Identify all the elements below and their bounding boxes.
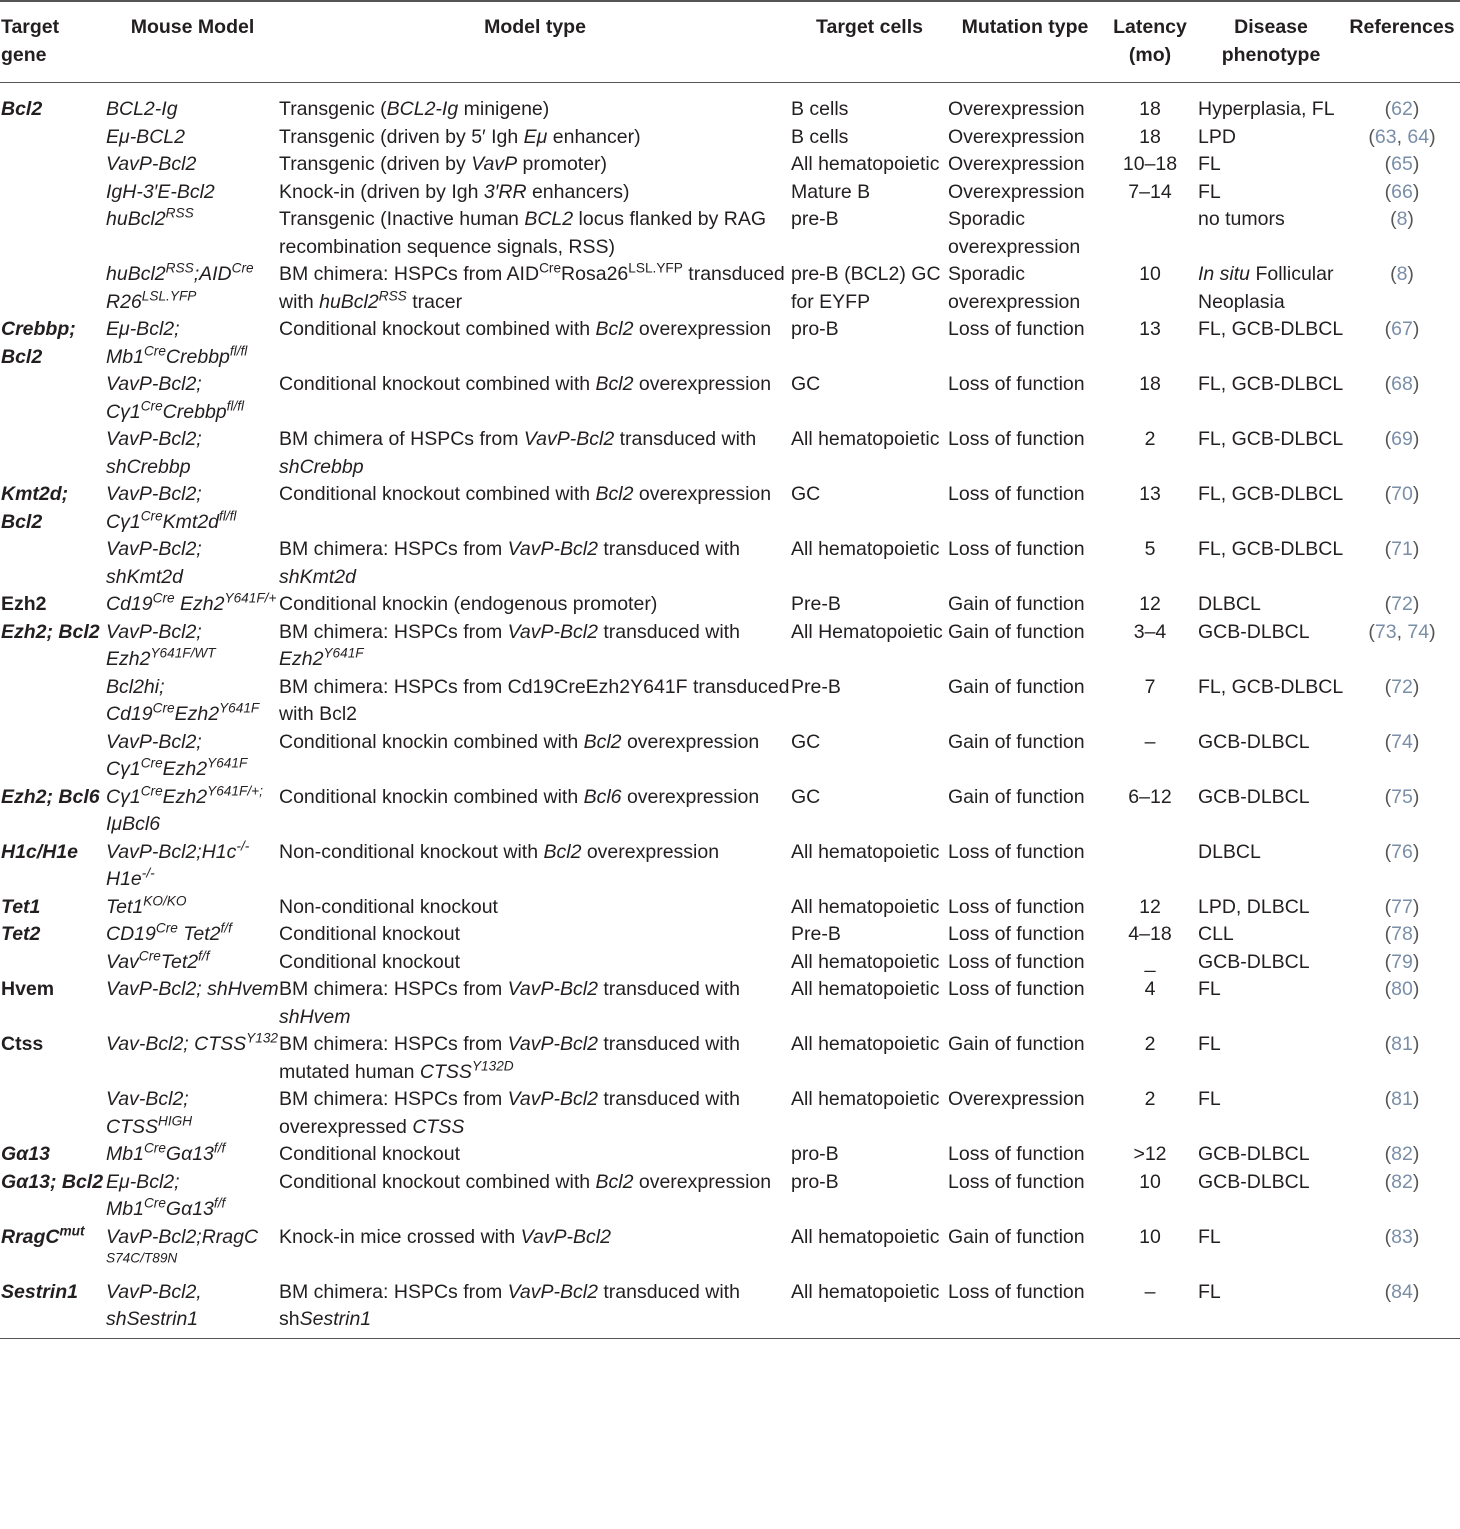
- header-mouse-model: Mouse Model: [130, 16, 255, 38]
- cell-target-cells: All hematopoietic: [791, 1033, 940, 1055]
- cell-mutation-type: Sporadic overexpression: [948, 208, 1081, 258]
- header-disease-phenotype: Disease phenotype: [1221, 16, 1321, 66]
- cell-target-gene: [0, 949, 106, 977]
- cell-latency: 4–18: [1128, 923, 1172, 945]
- header-target-cells: Target cells: [816, 16, 923, 38]
- cell-mutation-type: Loss of function: [948, 923, 1085, 945]
- cell-mutation-type: Gain of function: [948, 675, 1085, 698]
- cell-mouse-model: VavP-Bcl2, shSestrin1: [106, 1280, 202, 1330]
- cell-target-cells: pre-B (BCL2) GC for EYFP: [791, 263, 941, 313]
- header-target-gene: Target gene: [1, 16, 60, 66]
- cell-target-cells: All hematopoietic: [791, 840, 940, 863]
- cell-mouse-model: Vav-Bcl2; $CTSS^{HIGH}$: [106, 1088, 193, 1138]
- cell-references: (78): [1384, 923, 1420, 945]
- cell-target-gene: Bcl2: [1, 98, 43, 120]
- cell-references: (75): [1384, 785, 1420, 808]
- cell-mutation-type: Gain of function: [948, 785, 1085, 808]
- cell-disease-phenotype: LPD, DLBCL: [1198, 895, 1310, 918]
- cell-target-gene: Ctss: [1, 1033, 44, 1055]
- cell-references: (81): [1384, 1088, 1420, 1110]
- cell-target-gene: [0, 261, 106, 316]
- cell-mutation-type: Loss of function: [948, 1170, 1085, 1193]
- header-references: References: [1349, 16, 1455, 38]
- cell-latency: 13: [1139, 318, 1161, 340]
- table-row: [0, 83, 1460, 124]
- cell-mouse-model: Eμ-Bcl2; $Mb1^{Cre}G\alpha 13^{f/f}$: [106, 1170, 226, 1220]
- cell-disease-phenotype: FL: [1198, 1280, 1221, 1303]
- cell-disease-phenotype: GCB-DLBCL: [1198, 1143, 1310, 1165]
- cell-mutation-type: Loss of function: [948, 483, 1085, 505]
- cell-mouse-model: IgH-3′E-Bcl2: [106, 180, 215, 203]
- cell-latency: –: [1144, 1280, 1156, 1303]
- table-row: [0, 316, 1460, 371]
- cell-model-type: Conditional knockout combined with Bcl2 overexpression: [279, 483, 772, 505]
- cell-target-gene: [0, 151, 106, 179]
- cell-target-gene: [0, 674, 106, 729]
- cell-latency: 3–4: [1133, 620, 1167, 643]
- cell-references: (66): [1384, 180, 1420, 203]
- cell-references: (72): [1384, 675, 1420, 698]
- cell-mutation-type: Overexpression: [948, 180, 1085, 203]
- cell-references: (80): [1384, 978, 1420, 1000]
- cell-disease-phenotype: GCB-DLBCL: [1198, 620, 1310, 643]
- table-row: [0, 206, 1460, 261]
- cell-mouse-model: $Tet1^{KO/KO}$: [106, 893, 187, 918]
- cell-mouse-model: $Vav^{Cre}Tet2^{f/f}$: [106, 948, 210, 973]
- cell-references: (72): [1384, 593, 1420, 615]
- table-row: [0, 481, 1460, 536]
- cell-mouse-model: Eμ-Bcl2; $Mb1^{Cre}Crebbp^{fl/fl}$: [106, 318, 248, 368]
- cell-model-type: Transgenic (BCL2-Ig minigene): [279, 98, 550, 120]
- cell-disease-phenotype: FL, GCB-DLBCL: [1198, 373, 1344, 395]
- cell-model-type: Conditional knockin combined with Bcl2 overexpression: [279, 730, 760, 753]
- cell-mouse-model: VavP-Bcl2; shCrebbp: [106, 428, 202, 478]
- cell-mouse-model: VavP-Bcl2: [106, 153, 197, 175]
- cell-references: (74): [1384, 730, 1420, 753]
- cell-references: (71): [1384, 538, 1420, 560]
- cell-target-cells: All hematopoietic: [791, 978, 940, 1000]
- cell-latency: [1102, 839, 1198, 894]
- table-row: [0, 1141, 1460, 1169]
- cell-mutation-type: Overexpression: [948, 1088, 1085, 1110]
- cell-target-gene: [0, 1086, 106, 1141]
- cell-mouse-model: VavP-Bcl2;H1c-/- H1e-/-: [106, 838, 250, 890]
- table-body: [0, 83, 1460, 1339]
- cell-latency: 10: [1139, 1225, 1161, 1248]
- cell-model-type: Transgenic (driven by 5′ Igh Eμ enhancer): [279, 125, 641, 148]
- cell-mutation-type: Gain of function: [948, 620, 1085, 643]
- cell-references: (68): [1384, 373, 1420, 395]
- cell-disease-phenotype: FL, GCB-DLBCL: [1198, 675, 1344, 698]
- cell-disease-phenotype: FL: [1198, 978, 1221, 1000]
- table-row: [0, 591, 1460, 619]
- cell-model-type: BM chimera: HSPCs from VavP-Bcl2 transduced with overexpressed CTSS: [279, 1088, 740, 1138]
- cell-mutation-type: Loss of function: [948, 840, 1085, 863]
- cell-target-gene: [0, 179, 106, 207]
- cell-model-type: Knock-in (driven by Igh 3′RR enhancers): [279, 180, 630, 203]
- cell-references: (79): [1384, 950, 1420, 973]
- cell-mutation-type: Gain of function: [948, 1033, 1085, 1055]
- header-model-type: Model type: [484, 16, 586, 38]
- cell-mouse-model: BCL2-Ig: [106, 98, 178, 120]
- cell-mutation-type: Gain of function: [948, 593, 1085, 615]
- cell-disease-phenotype: FL, GCB-DLBCL: [1198, 318, 1344, 340]
- cell-mutation-type: Loss of function: [948, 950, 1085, 973]
- cell-latency: –: [1144, 730, 1156, 753]
- cell-references: (83): [1384, 1225, 1420, 1248]
- cell-disease-phenotype: DLBCL: [1198, 840, 1261, 863]
- table-row: [0, 1169, 1460, 1224]
- cell-latency: 7–14: [1128, 180, 1172, 203]
- cell-model-type: Conditional knockout combined with Bcl2 overexpression: [279, 1170, 772, 1193]
- cell-model-type: Conditional knockout: [279, 923, 461, 945]
- cell-target-cells: GC: [791, 730, 821, 753]
- cell-target-cells: GC: [791, 373, 821, 395]
- cell-disease-phenotype: GCB-DLBCL: [1198, 730, 1310, 753]
- cell-mutation-type: Loss of function: [948, 538, 1085, 560]
- cell-latency: >12: [1133, 1143, 1167, 1165]
- cell-references: (63, 64): [1368, 125, 1436, 148]
- table-header: [0, 1, 1460, 83]
- header-row: [0, 1, 1460, 83]
- cell-target-gene: Ezh2: [1, 593, 47, 615]
- cell-mouse-model: VavP-Bcl2; shHvem: [106, 978, 279, 1000]
- cell-disease-phenotype: CLL: [1198, 923, 1234, 945]
- table-row: [0, 371, 1460, 426]
- cell-target-gene: Tet1: [1, 895, 41, 918]
- cell-target-gene: [0, 729, 106, 784]
- cell-mutation-type: Sporadic overexpression: [948, 263, 1081, 313]
- cell-references: (81): [1384, 1033, 1420, 1055]
- cell-disease-phenotype: FL, GCB-DLBCL: [1198, 428, 1344, 450]
- cell-target-gene: [0, 426, 106, 481]
- cell-latency: 18: [1139, 125, 1161, 148]
- bottom-rule-cell: [0, 1338, 1460, 1339]
- cell-latency: 10: [1139, 1170, 1161, 1193]
- cell-target-gene: [0, 206, 106, 261]
- cell-latency: 4: [1144, 978, 1156, 1000]
- cell-model-type: BM chimera: HSPCs from Cd19CreEzh2Y641F transduced with Bcl2: [279, 675, 790, 725]
- cell-mouse-model: $Mb1^{Cre}G\alpha 13^{f/f}$: [106, 1140, 226, 1165]
- cell-model-type: Transgenic (driven by VavP promoter): [279, 153, 608, 175]
- cell-target-cells: Pre-B: [791, 675, 841, 698]
- cell-target-cells: All hematopoietic: [791, 1088, 940, 1110]
- cell-model-type: BM chimera: HSPCs from VavP-Bcl2 transduced with $Ezh2^{Y641F}$: [279, 620, 740, 670]
- cell-target-gene: Crebbp; Bcl2: [1, 318, 76, 368]
- table-row: [0, 536, 1460, 591]
- cell-mutation-type: Gain of function: [948, 730, 1085, 753]
- cell-references: (8): [1390, 208, 1414, 230]
- cell-latency: 18: [1139, 373, 1161, 395]
- cell-mouse-model: $huBcl2^{RSS};AID^{Cre}$ $R26^{LSL.YFP}$: [106, 260, 254, 313]
- cell-references: (82): [1384, 1143, 1420, 1165]
- bottom-rule: [0, 1338, 1460, 1339]
- cell-references: (70): [1384, 483, 1420, 505]
- cell-mouse-model: VavP-Bcl2; $C\gamma 1^{Cre}Ezh2^{Y641F}$: [106, 730, 248, 780]
- table-footer-rule: [0, 1338, 1460, 1339]
- cell-target-cells: All hematopoietic: [791, 950, 940, 973]
- cell-latency: 2: [1144, 1088, 1156, 1110]
- cell-disease-phenotype: GCB-DLBCL: [1198, 950, 1310, 973]
- cell-mutation-type: Overexpression: [948, 153, 1085, 175]
- cell-target-gene: Sestrin1: [1, 1280, 78, 1303]
- cell-model-type: Knock-in mice crossed with VavP-Bcl2: [279, 1225, 611, 1248]
- cell-target-cells: pre-B: [791, 208, 839, 230]
- table-row: [0, 976, 1460, 1031]
- cell-target-cells: GC: [791, 785, 821, 808]
- table-row: [0, 426, 1460, 481]
- cell-target-cells: All hematopoietic: [791, 1225, 940, 1248]
- table-row: [0, 261, 1460, 316]
- cell-mouse-model: VavP-Bcl2; $C\gamma 1^{Cre}Crebbp^{fl/fl}$: [106, 373, 245, 423]
- cell-latency: 13: [1139, 483, 1161, 505]
- cell-mutation-type: Loss of function: [948, 428, 1085, 450]
- table-row: [0, 151, 1460, 179]
- cell-disease-phenotype: In situ Follicular Neoplasia: [1198, 263, 1334, 313]
- table-row: [0, 921, 1460, 949]
- cell-target-gene: Ezh2; Bcl6: [1, 785, 100, 808]
- table-row: [0, 784, 1460, 839]
- cell-model-type: BM chimera: HSPCs from VavP-Bcl2 transduced with shKmt2d: [279, 538, 740, 588]
- cell-target-gene: Kmt2d; Bcl2: [1, 483, 69, 533]
- cell-disease-phenotype: FL: [1198, 1033, 1221, 1055]
- cell-target-cells: All Hematopoietic: [791, 620, 943, 643]
- cell-mouse-model: Eμ-BCL2: [106, 125, 185, 148]
- cell-latency: 18: [1139, 98, 1161, 120]
- cell-disease-phenotype: GCB-DLBCL: [1198, 785, 1310, 808]
- table-row: [0, 1279, 1460, 1339]
- cell-latency: 10: [1139, 263, 1161, 285]
- table-row: [0, 839, 1460, 894]
- cell-latency: 2: [1144, 1033, 1156, 1055]
- cell-latency: [1102, 206, 1198, 261]
- cell-mouse-model: $Cd19^{Cre}$ $Ezh2^{Y641F/+}$: [106, 590, 277, 615]
- cell-disease-phenotype: FL, GCB-DLBCL: [1198, 538, 1344, 560]
- cell-target-gene: [0, 536, 106, 591]
- table-row: [0, 674, 1460, 729]
- cell-mutation-type: Loss of function: [948, 978, 1085, 1000]
- cell-model-type: BM chimera: HSPCs from VavP-Bcl2 transduced with shSestrin1: [279, 1280, 740, 1330]
- cell-latency: 10–18: [1122, 153, 1178, 175]
- cell-references: (76): [1384, 840, 1420, 863]
- cell-model-type: Conditional knockin combined with Bcl6 overexpression: [279, 785, 760, 808]
- cell-mutation-type: Loss of function: [948, 1143, 1085, 1165]
- cell-model-type: BM chimera: HSPCs from VavP-Bcl2 transduced with shHvem: [279, 978, 740, 1028]
- cell-model-type: BM chimera: HSPCs from VavP-Bcl2 transduced with mutated human $CTSS^{Y132D}$: [279, 1033, 740, 1083]
- table-row: [0, 124, 1460, 152]
- cell-mutation-type: Loss of function: [948, 373, 1085, 395]
- cell-mutation-type: Loss of function: [948, 895, 1085, 918]
- cell-mutation-type: Overexpression: [948, 125, 1085, 148]
- table-row: [0, 949, 1460, 977]
- cell-model-type: Non-conditional knockout: [279, 895, 498, 918]
- cell-mouse-model: $CD19^{Cre}$ $Tet2^{f/f}$: [106, 920, 232, 945]
- cell-disease-phenotype: FL: [1198, 1225, 1221, 1248]
- table-row: [0, 894, 1460, 922]
- cell-model-type: Conditional knockout combined with Bcl2 overexpression: [279, 373, 772, 395]
- table-row: [0, 1031, 1460, 1086]
- cell-model-type: Conditional knockout combined with Bcl2 overexpression: [279, 318, 772, 340]
- cell-model-type: Non-conditional knockout with Bcl2 overexpression: [279, 840, 720, 863]
- cell-target-gene: [0, 124, 106, 152]
- cell-target-cells: All hematopoietic: [791, 538, 940, 560]
- cell-disease-phenotype: FL: [1198, 153, 1221, 175]
- cell-target-cells: GC: [791, 483, 821, 505]
- cell-target-gene: [0, 371, 106, 426]
- cell-references: (77): [1384, 895, 1420, 918]
- cell-disease-phenotype: LPD: [1198, 125, 1236, 148]
- cell-target-cells: B cells: [791, 98, 849, 120]
- cell-references: (69): [1384, 428, 1420, 450]
- cell-model-type: Conditional knockout: [279, 950, 461, 973]
- cell-references: (67): [1384, 318, 1420, 340]
- cell-target-gene: H1c/H1e: [1, 840, 78, 863]
- cell-target-cells: pro-B: [791, 318, 839, 340]
- table-row: [0, 1224, 1460, 1279]
- cell-target-gene: Tet2: [1, 923, 41, 945]
- cell-references: (62): [1384, 98, 1420, 120]
- cell-mutation-type: Overexpression: [948, 98, 1085, 120]
- cell-model-type: Conditional knockout: [279, 1143, 461, 1165]
- cell-target-gene: Gα13; Bcl2: [1, 1170, 104, 1193]
- cell-latency: _: [1144, 950, 1156, 973]
- cell-mouse-model: VavP-Bcl2; shKmt2d: [106, 538, 202, 588]
- cell-disease-phenotype: no tumors: [1198, 208, 1285, 230]
- cell-mouse-model: $C\gamma 1^{Cre}Ezh2^{Y641F/+;}$ IμBcl6: [106, 783, 263, 835]
- cell-model-type: Transgenic (Inactive human BCL2 locus flanked by RAG recombination sequence signals, RSS): [279, 208, 767, 258]
- cell-latency: 5: [1144, 538, 1156, 560]
- cell-mouse-model: VavP-Bcl2; $C\gamma 1^{Cre}Kmt2d^{fl/fl}$: [106, 483, 237, 533]
- cell-target-cells: Pre-B: [791, 923, 841, 945]
- cell-disease-phenotype: FL: [1198, 180, 1221, 203]
- cell-references: (82): [1384, 1170, 1420, 1193]
- cell-disease-phenotype: GCB-DLBCL: [1198, 1170, 1310, 1193]
- cell-disease-phenotype: DLBCL: [1198, 593, 1261, 615]
- cell-target-cells: pro-B: [791, 1170, 839, 1193]
- cell-latency: 12: [1139, 895, 1161, 918]
- cell-latency: 2: [1144, 428, 1156, 450]
- cell-target-cells: pro-B: [791, 1143, 839, 1165]
- cell-target-cells: All hematopoietic: [791, 895, 940, 918]
- cell-target-gene: Hvem: [1, 978, 55, 1000]
- cell-mouse-model: VavP-Bcl2; $Ezh2^{Y641F/WT}$: [106, 620, 216, 670]
- cell-target-gene: RragC$^{mut}$: [1, 1223, 85, 1248]
- cell-mutation-type: Gain of function: [948, 1225, 1085, 1248]
- header-latency: Latency (mo): [1113, 16, 1187, 66]
- cell-target-cells: B cells: [791, 125, 849, 148]
- cell-references: (84): [1384, 1280, 1420, 1303]
- cell-latency: 7: [1144, 675, 1156, 698]
- cell-model-type: Conditional knockin (endogenous promoter): [279, 593, 658, 615]
- cell-target-cells: All hematopoietic: [791, 428, 940, 450]
- cell-references: (65): [1384, 153, 1420, 175]
- cell-target-cells: Pre-B: [791, 593, 841, 615]
- cell-latency: 6–12: [1128, 785, 1172, 808]
- cell-mutation-type: Loss of function: [948, 1280, 1085, 1303]
- cell-disease-phenotype: FL: [1198, 1088, 1221, 1110]
- cell-model-type: BM chimera of HSPCs from VavP-Bcl2 transduced with shCrebbp: [279, 428, 757, 478]
- cell-model-type: BM chimera: HSPCs from $AID^{Cre}Rosa26^{LSL.YFP}$ transduced with $huBcl2^{RSS}$ tracer: [279, 260, 785, 313]
- cell-target-gene: Gα13: [1, 1143, 50, 1165]
- cell-mouse-model: Vav-Bcl2; $CTSS^{Y132}$: [106, 1030, 279, 1055]
- table-row: [0, 619, 1460, 674]
- cell-disease-phenotype: FL, GCB-DLBCL: [1198, 483, 1344, 505]
- cell-latency: 12: [1139, 593, 1161, 615]
- cell-target-cells: Mature B: [791, 180, 871, 203]
- header-mutation-type: Mutation type: [961, 16, 1089, 38]
- cell-mouse-model: VavP-Bcl2;RragC $^{S74C/T89N}$: [106, 1225, 259, 1266]
- table-row: [0, 1086, 1460, 1141]
- cell-references: (73, 74): [1368, 620, 1436, 643]
- cell-mouse-model: $huBcl2^{RSS}$: [106, 205, 194, 230]
- cell-target-cells: All hematopoietic: [791, 153, 940, 175]
- table-row: [0, 179, 1460, 207]
- table-row: [0, 729, 1460, 784]
- cell-mouse-model: Bcl2hi; $Cd19^{Cre}Ezh2^{Y641F}$: [106, 675, 260, 725]
- cell-references: (8): [1390, 263, 1414, 285]
- cell-target-gene: Ezh2; Bcl2: [1, 620, 100, 643]
- cell-disease-phenotype: Hyperplasia, FL: [1198, 98, 1335, 120]
- cell-target-cells: All hematopoietic: [791, 1280, 940, 1303]
- cell-mutation-type: Loss of function: [948, 318, 1085, 340]
